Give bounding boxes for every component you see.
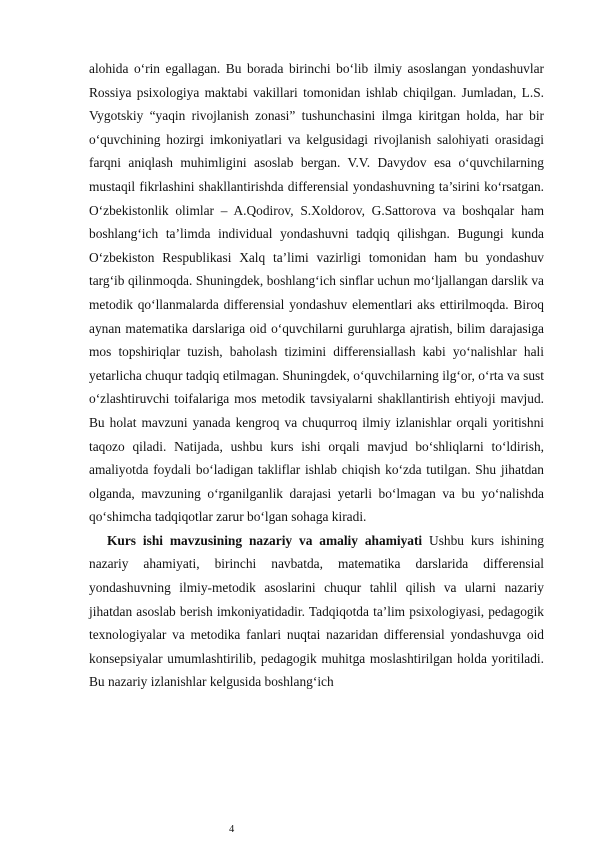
paragraph-literature-review: alohida o‘rin egallagan. Bu borada birinchi bo‘lib ilmiy asoslangan yondashuvlar Rossiya psixologiya maktabi vakillari tomonidan ishlab chiqilgan. Jumladan, L.S. Vygotskiy “yaqin rivojlanish zonasi” tushunchasini ilmga kiritgan holda, har bir o‘quvchining hozirgi imkoniyatlari va kelgusidagi rivojlanish salohiyati orasidagi farqni aniqlash muhimligini asoslab bergan. V.V. Davydov esa o‘quvchilarning mustaqil fikrlashini shakllantirishda differensial yondashuvning ta’sirini ko‘rsatgan. O‘zbekistonlik olimlar – A.Qodirov, S.Xoldorov, G.Sattorova va boshqalar ham boshlang‘ich ta’limda individual yondashuvni tadqiq qilishgan. Bugungi kunda O‘zbekiston Respublikasi Xalq ta’limi vazirligi tomonidan ham bu yondashuv targ‘ib qilinmoqda. Shuningdek, boshlang‘ich sinflar uchun mo‘ljallangan darslik va metodik qo‘llanmalarda differensial yondashuv elementlari aks ettirilmoqda. Biroq aynan matematika darslariga oid o‘quvchilarni guruhlarga ajratish, bilim darajasiga mos topshiriqlar tuzish, baholash tizimini differensiallash kabi yo‘nalishlar hali yetarlicha chuqur tadqiq etilmagan. Shuningdek, o‘quvchilarning ilg‘or, o‘rta va sust o‘zlashtiruvchi toifalariga mos metodik tavsiyalarni shakllantirish ehtiyoji mavjud. Bu holat mavzuni yanada kengroq va chuqurroq ilmiy izlanishlar orqali yoritishni taqozo qiladi. Natijada, ushbu kurs ishi orqali mavjud bo‘shliqlarni to‘ldirish, amaliyotda foydali bo‘ladigan takliflar ishlab chiqish ko‘zda tutilgan. Shu jihatdan olganda, mavzuning o‘rganilganlik darajasi yetarli bo‘lmagan va bu yo‘nalishda qo‘shimcha tadqiqotlar zarur bo‘lgan sohaga kiradi. [89,61,544,525]
paragraph-significance [89,529,544,694]
paragraph-significance-body: Ushbu kurs ishining nazariy ahamiyati, birinchi navbatda, matematika darslarida differensial yondashuvning ilmiy-metodik asoslarini chuqur tahlil qilish va ularni nazariy jihatdan asoslab berish imkoniyatidadir. Tadqiqotda ta’lim psixologiyasi, pedagogik texnologiyalar va metodika fanlari nuqtai nazaridan differensial yondashuvga oid konsepsiyalar umumlashtirilib, pedagogik muhitga moslashtirilgan holda yoritiladi. Bu nazariy izlanishlar kelgusida boshlang‘ich [89,532,544,690]
document-page [89,57,544,694]
paragraph-heading-significance: Kurs ishi mavzusining nazariy va amaliy ahamiyati [107,532,423,548]
page-number: 4 [229,824,235,835]
